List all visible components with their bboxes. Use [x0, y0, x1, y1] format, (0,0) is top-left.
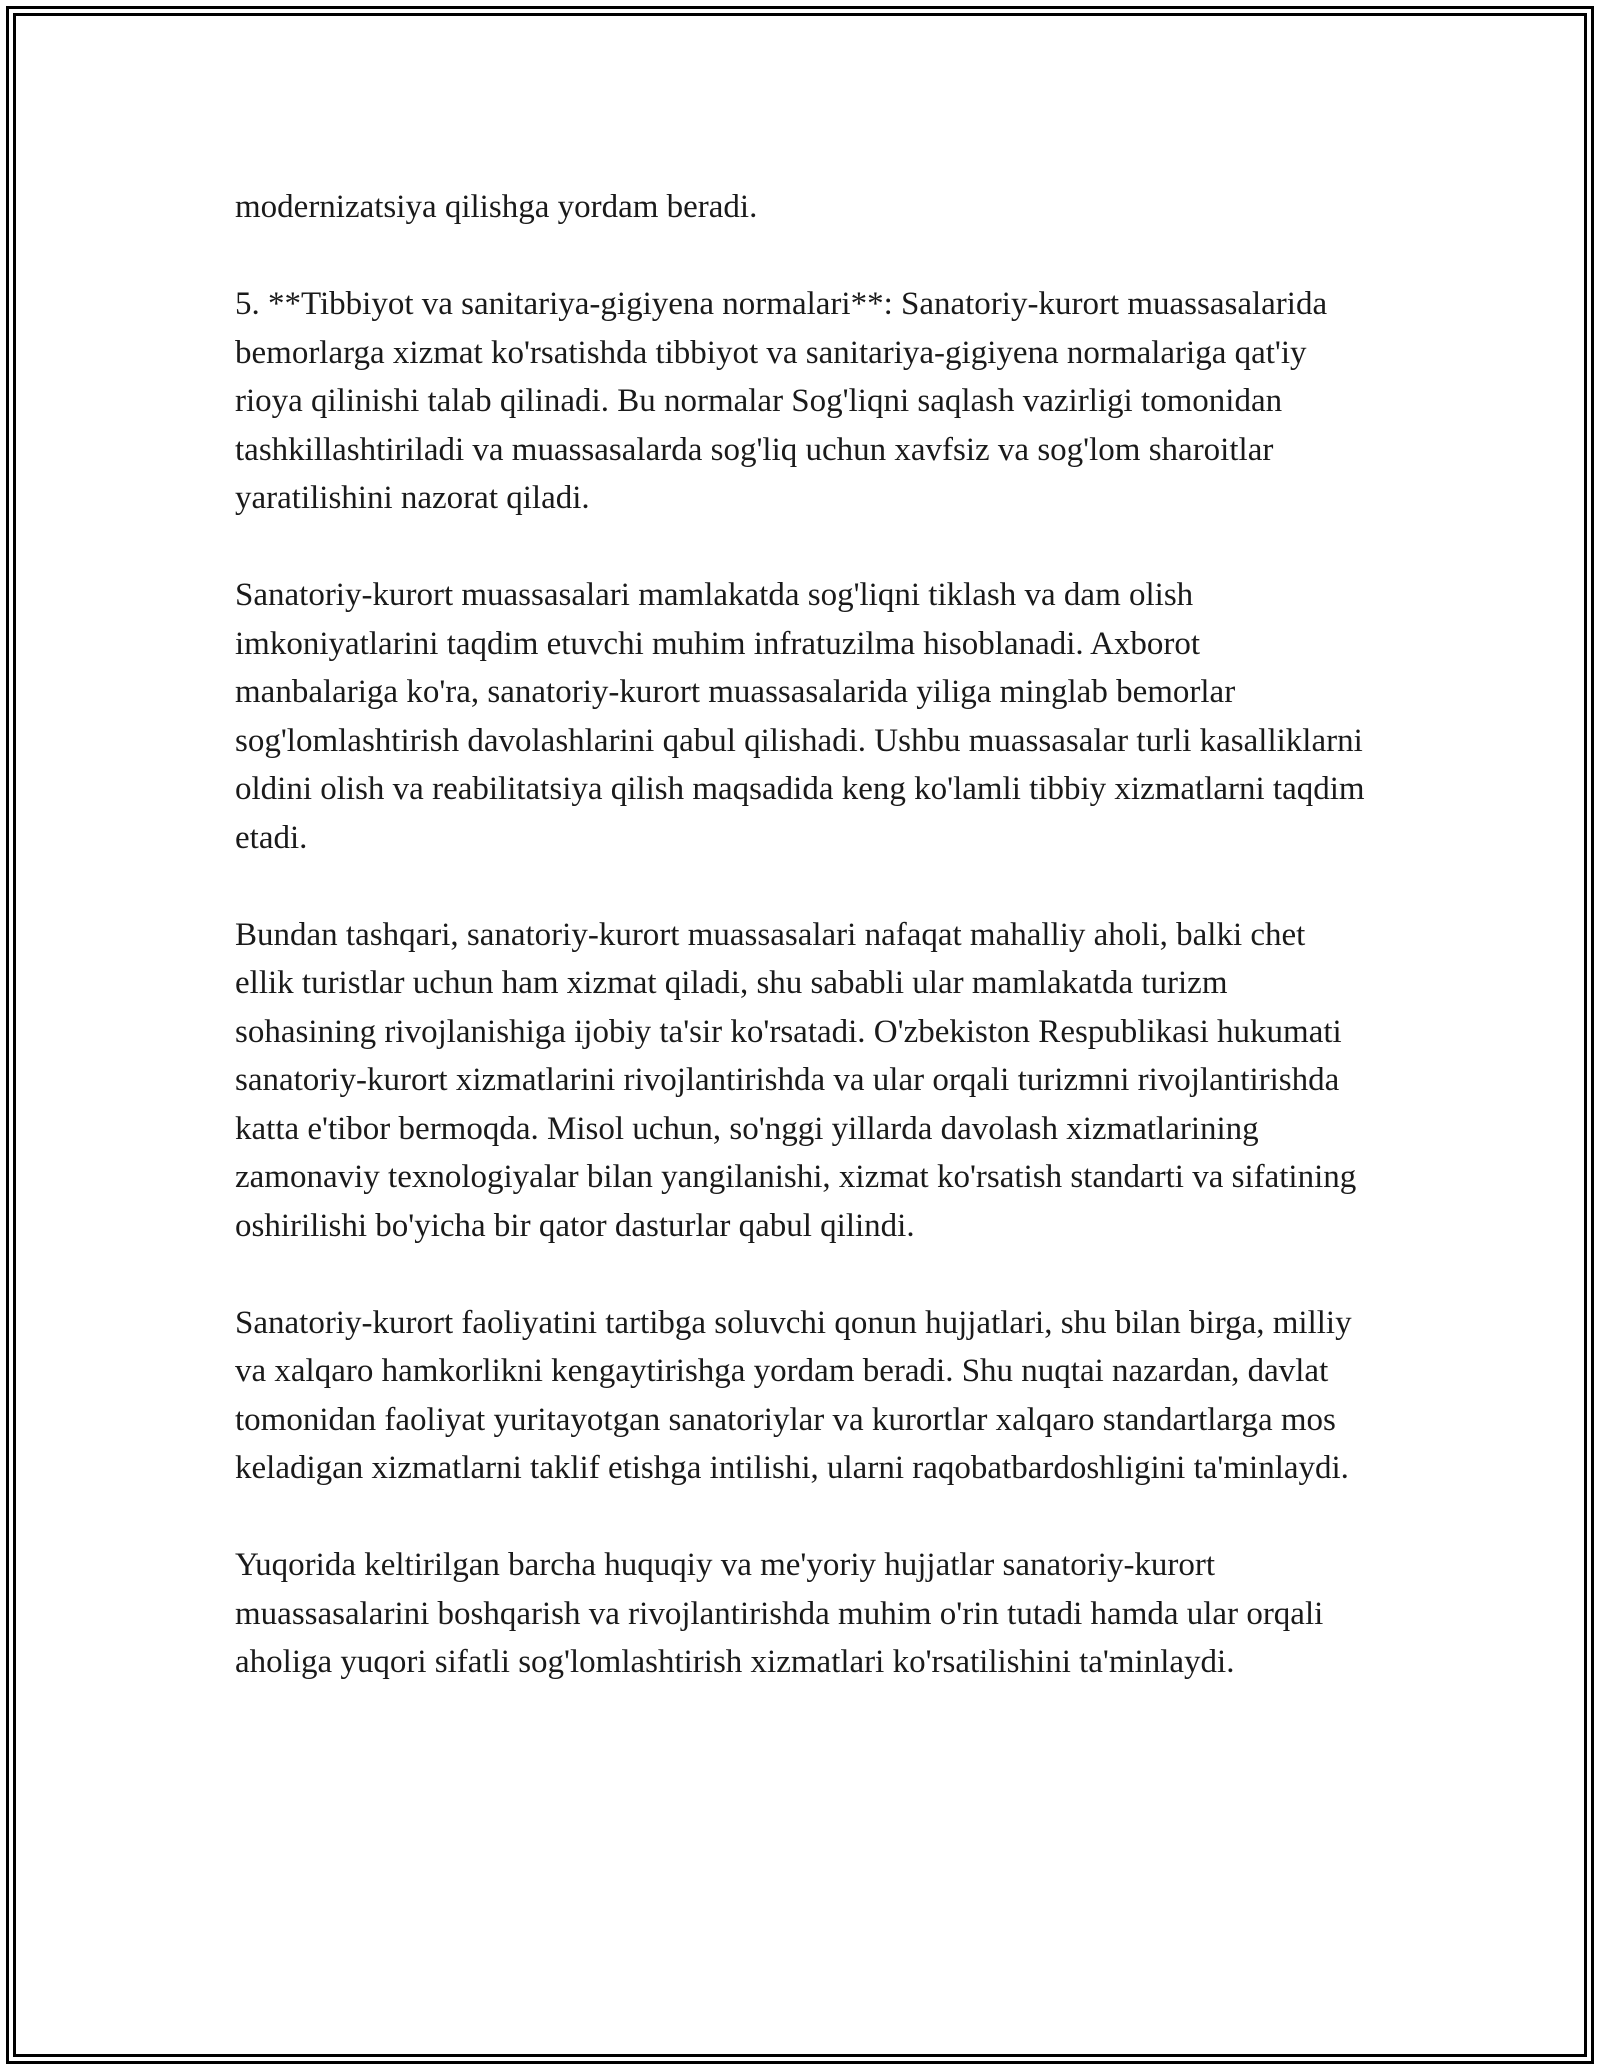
- paragraph-legislation: Sanatoriy-kurort faoliyatini tartibga soluvchi qonun hujjatlari, shu bilan birga, milliy va xalqaro hamkorlikni kengaytirishga yordam beradi. Shu nuqtai nazardan, davlat tomonidan faoliyat yuritayotgan sanatoriylar va kurortlar xalqaro standartlarga mos keladigan xizmatlarni taklif etishga intilishi, ularni raqobatbardoshligini ta'minlaydi.: [235, 1304, 1352, 1486]
- paragraph-infrastructure: Sanatoriy-kurort muassasalari mamlakatda sog'liqni tiklash va dam olish imkoniyatlarini taqdim etuvchi muhim infratuzilma hisoblanadi. Axborot manbalariga ko'ra, sanatoriy-kurort muassasalarida yiliga minglab bemorlar sog'lomlashtirish davolashlarini qabul qilishadi. Ushbu muassasalar turli kasalliklarni oldini olish va reabilitatsiya qilish maqsadida keng ko'lamli tibbiy xizmatlarni taqdim etadi.: [235, 577, 1365, 856]
- paragraph-tourism: Bundan tashqari, sanatoriy-kurort muassasalari nafaqat mahalliy aholi, balki chet ellik turistlar uchun ham xizmat qiladi, shu sababli ular mamlakatda turizm sohasining rivojlanishiga ijobiy ta'sir ko'rsatadi. O'zbekiston Respublikasi hukumati sanatoriy-kurort xizmatlarini rivojlantirishda va ular orqali turizmni rivojlantirishda katta e'tibor bermoqda. Misol uchun, so'nggi yillarda davolash xizmatlarining zamonaviy texnologiyalar bilan yangilanishi, xizmat ko'rsatish standarti va sifatining oshirilishi bo'yicha bir qator dasturlar qabul qilindi.: [235, 916, 1357, 1244]
- paragraph-continuation: modernizatsiya qilishga yordam beradi.: [235, 189, 758, 225]
- paragraph-conclusion: Yuqorida keltirilgan barcha huquqiy va me'yoriy hujjatlar sanatoriy-kurort muassasalarini boshqarish va rivojlantirishda muhim o'rin tutadi hamda ular orqali aholiga yuqori sifatli sog'lomlashtirish xizmatlari ko'rsatilishini ta'minlaydi.: [235, 1547, 1324, 1680]
- document-body: [235, 183, 1365, 1687]
- paragraph-hygiene-norms: 5. **Tibbiyot va sanitariya-gigiyena normalari**: Sanatoriy-kurort muassasalarida bemorlarga xizmat ko'rsatishda tibbiyot va sanitariya-gigiyena normalariga qat'iy rioya qilinishi talab qilinadi. Bu normalar Sog'liqni saqlash vazirligi tomonidan tashkillashtiriladi va muassasalarda sog'liq uchun xavfsiz va sog'lom sharoitlar yaratilishini nazorat qiladi.: [235, 286, 1328, 516]
